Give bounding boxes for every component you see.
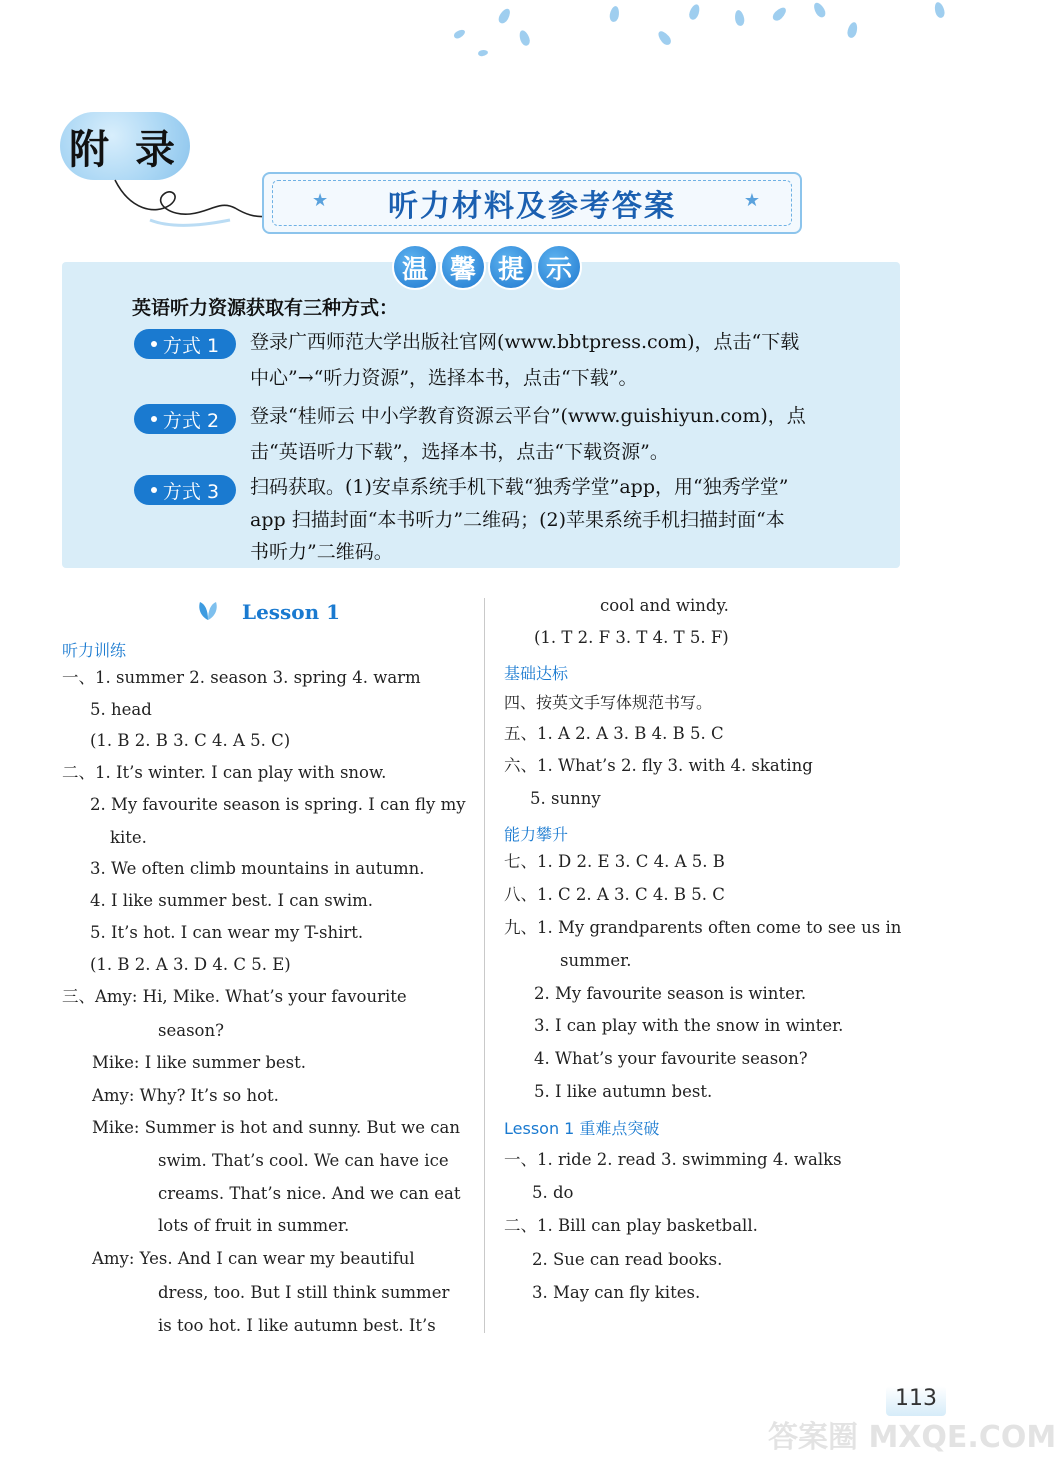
tips-heading <box>392 244 582 290</box>
petal-decoration <box>609 5 621 22</box>
leaf-icon <box>196 600 220 622</box>
answer-line: 3. May can fly kites. <box>532 1283 701 1302</box>
answer-line: 三、Amy: Hi, Mike. What’s your favourite <box>62 987 407 1006</box>
petal-decoration <box>734 9 746 26</box>
answer-line: cool and windy. <box>600 596 729 615</box>
swirl-ribbon-icon <box>110 170 270 230</box>
petal-decoration <box>453 28 467 40</box>
answer-line: 5. head <box>90 700 152 719</box>
answer-line: 5. I like autumn best. <box>534 1082 713 1101</box>
petal-decoration <box>478 49 489 57</box>
answer-line: 2. My favourite season is winter. <box>534 984 807 1003</box>
page-title: 听力材料及参考答案 <box>388 189 676 224</box>
petal-decoration <box>846 21 859 39</box>
answer-line: lots of fruit in summer. <box>158 1216 350 1235</box>
answer-line: 4. What’s your favourite season? <box>534 1049 808 1068</box>
watermark-text: 答案圈 MXQE.COM <box>768 1420 1056 1455</box>
method-2-line: 击“英语听力下载”，选择本书，点击“下载资源”。 <box>250 441 669 463</box>
method-2-badge <box>134 404 236 434</box>
method-3-badge <box>134 475 236 505</box>
method-label: 方式 2 <box>162 409 220 432</box>
bullet-icon <box>151 487 157 493</box>
answer-line: 3. I can play with the snow in winter. <box>534 1016 844 1035</box>
answer-line: 2. My favourite season is spring. I can fly my <box>90 795 466 814</box>
answer-line: 二、1. Bill can play basketball. <box>504 1216 758 1235</box>
petal-decoration <box>518 29 532 47</box>
method-3-line: 扫码获取。(1)安卓系统手机下载“独秀学堂”app，用“独秀学堂” <box>250 476 789 498</box>
section-heading: 基础达标 <box>504 664 569 683</box>
bullet-icon <box>151 416 157 422</box>
answer-line: swim. That’s cool. We can have ice <box>158 1151 449 1170</box>
answer-line: dress, too. But I still think summer <box>158 1283 450 1302</box>
answer-line: Mike: Summer is hot and sunny. But we can <box>92 1118 460 1137</box>
answer-line: 四、按英文手写体规范书写。 <box>504 693 713 712</box>
answer-line: 一、1. ride 2. read 3. swimming 4. walks <box>504 1150 842 1169</box>
section-heading: 听力训练 <box>62 641 127 660</box>
method-1-line: 中心”→“听力资源”，选择本书，点击“下载”。 <box>250 367 638 389</box>
answer-line: 5. sunny <box>530 789 601 808</box>
answer-line: summer. <box>560 951 632 970</box>
appendix-label: 附 录 <box>69 126 181 173</box>
method-1-badge <box>134 329 236 359</box>
answer-line: creams. That’s nice. And we can eat <box>158 1184 461 1203</box>
section-heading: Lesson 1 重难点突破 <box>504 1119 660 1138</box>
answer-line: 七、1. D 2. E 3. C 4. A 5. B <box>504 852 725 871</box>
answer-line: 二、1. It’s winter. I can play with snow. <box>62 763 387 782</box>
page-number: 113 <box>886 1386 946 1416</box>
tips-intro: 英语听力资源获取有三种方式： <box>132 297 399 319</box>
answer-line: Amy: Yes. And I can wear my beautiful <box>92 1249 415 1268</box>
column-divider <box>484 598 485 1333</box>
tips-heading-char: 提 <box>488 244 534 290</box>
answer-line: 八、1. C 2. A 3. C 4. B 5. C <box>504 885 725 904</box>
petal-decoration <box>656 29 673 47</box>
section-heading: 能力攀升 <box>504 825 569 844</box>
method-label: 方式 3 <box>162 480 220 503</box>
petal-decoration <box>688 3 702 21</box>
method-3-line: app 扫描封面“本书听力”二维码；(2)苹果系统手机扫描封面“本 <box>250 509 785 531</box>
answer-line: Mike: I like summer best. <box>92 1053 307 1072</box>
petal-decoration <box>812 1 828 19</box>
answer-line: is too hot. I like autumn best. It’s <box>158 1316 436 1335</box>
answer-line: (1. T 2. F 3. T 4. T 5. F) <box>534 628 729 647</box>
answer-line: 六、1. What’s 2. fly 3. with 4. skating <box>504 756 813 775</box>
method-label: 方式 1 <box>162 334 220 357</box>
answer-line: 一、1. summer 2. season 3. spring 4. warm <box>62 668 421 687</box>
answer-line: kite. <box>110 828 147 847</box>
watermark <box>760 1372 1056 1466</box>
answer-line: (1. B 2. A 3. D 4. C 5. E) <box>90 955 291 974</box>
petal-decoration <box>497 7 513 25</box>
answer-line: 五、1. A 2. A 3. B 4. B 5. C <box>504 724 724 743</box>
petal-decoration <box>771 5 789 23</box>
method-1-line: 登录广西师范大学出版社官网(www.bbtpress.com)，点击“下载 <box>250 331 800 353</box>
lesson-title: Lesson 1 <box>242 600 341 624</box>
answer-line: 2. Sue can read books. <box>532 1250 723 1269</box>
star-icon: ★ <box>743 190 760 211</box>
star-icon: ★ <box>312 190 329 211</box>
answer-line: 5. do <box>532 1183 574 1202</box>
method-3-line: 书听力”二维码。 <box>250 541 393 563</box>
answer-line: (1. B 2. B 3. C 4. A 5. C) <box>90 731 291 750</box>
tips-heading-char: 示 <box>536 244 582 290</box>
title-banner <box>262 172 802 234</box>
tips-heading-char: 温 <box>392 244 438 290</box>
title-banner-frame <box>272 180 792 226</box>
answer-line: 九、1. My grandparents often come to see us in <box>504 918 902 937</box>
bullet-icon <box>151 341 157 347</box>
answer-line: 5. It’s hot. I can wear my T-shirt. <box>90 923 364 942</box>
method-2-line: 登录“桂师云 中小学教育资源云平台”(www.guishiyun.com)，点 <box>250 405 806 427</box>
answer-line: 4. I like summer best. I can swim. <box>90 891 373 910</box>
tips-heading-char: 馨 <box>440 244 486 290</box>
answer-line: season? <box>158 1021 224 1040</box>
answer-line: Amy: Why? It’s so hot. <box>92 1086 279 1105</box>
answer-line: 3. We often climb mountains in autumn. <box>90 859 425 878</box>
petal-decoration <box>933 1 946 19</box>
